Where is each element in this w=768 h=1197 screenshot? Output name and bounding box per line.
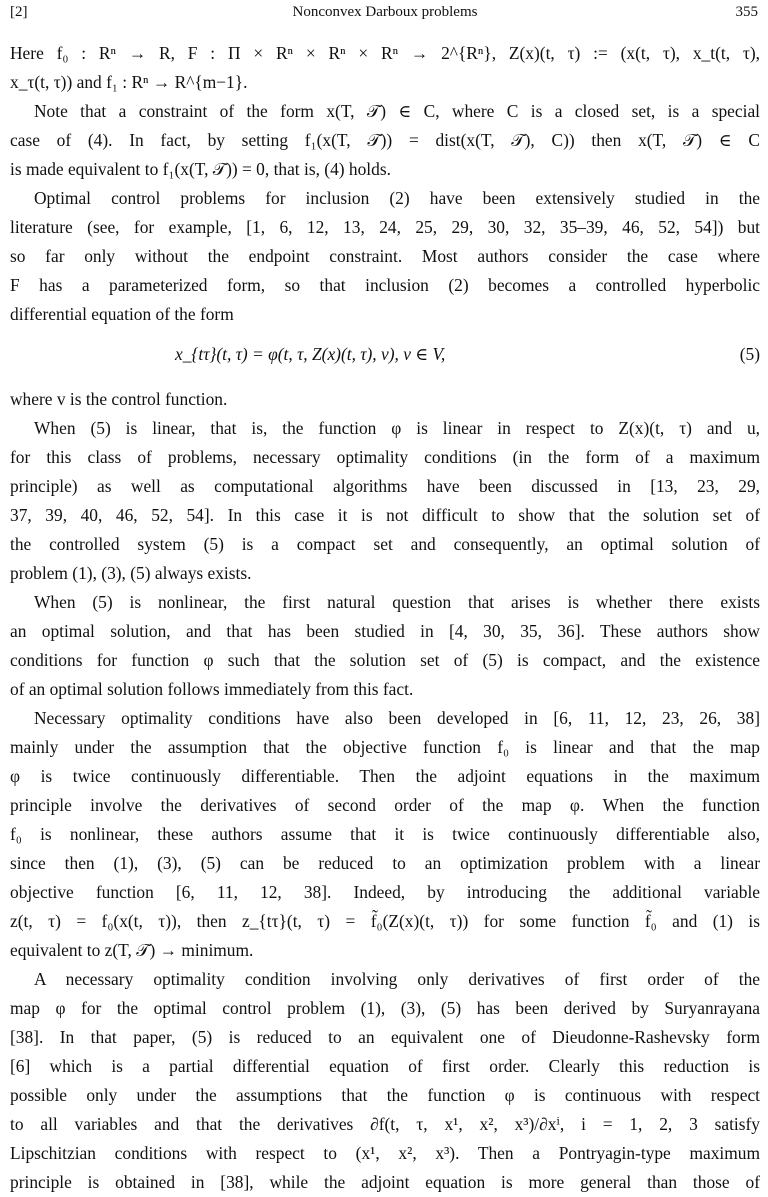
text-line: A necessary optimality condition involving only derivatives of first order of the	[34, 969, 760, 989]
text-line: [6] which is a partial differential equation of first order. Clearly this reduction is	[10, 1056, 760, 1076]
text-line: mainly under the assumption that the objective function f₀ is linear and that the map	[10, 737, 760, 757]
text-line: an optimal solution, and that has been studied in [4, 30, 35, 36]. These authors show	[10, 621, 760, 641]
text-line: conditions for function φ such that the solution set of (5) is compact, and the existence	[10, 650, 760, 670]
text-line: principle is obtained in [38], while the adjoint equation is more general than those of	[10, 1172, 760, 1192]
text-line: since then (1), (3), (5) can be reduced to an optimization problem with a linear	[10, 853, 760, 873]
text-line: [38]. In that paper, (5) is reduced to an equivalent one of Dieudonne-Rashevsky form	[10, 1027, 760, 1047]
equation-number: (5)	[739, 344, 760, 364]
text-line: principle involve the derivatives of second order of the map φ. When the function	[10, 795, 760, 815]
text-line: so far only without the endpoint constraint. Most authors consider the case where	[10, 246, 760, 266]
text-line: map φ for the optimal control problem (1), (3), (5) has been derived by Suryanrayana	[10, 998, 760, 1018]
text-line: possible only under the assumptions that the function φ is continuous with respect	[10, 1085, 760, 1105]
text-line: φ is twice continuously differentiable. Then the adjoint equations in the maximum	[10, 766, 760, 786]
text-line: When (5) is nonlinear, the first natural question that arises is whether there exists	[34, 592, 760, 612]
text-line: where v is the control function.	[10, 389, 228, 409]
text-line: z(t, τ) = f₀(x(t, τ)), then z_{tτ}(t, τ) = f̃₀(Z(x)(t, τ)) for some function f̃₀ and (1) is	[10, 911, 760, 931]
text-line: case of (4). In fact, by setting f₁(x(T, 𝒯)) = dist(x(T, 𝒯), C)) then x(T, 𝒯) ∈ C	[10, 130, 760, 150]
text-line: Note that a constraint of the form x(T, 𝒯) ∈ C, where C is a closed set, is a special	[34, 101, 760, 121]
text-line: f₀ is nonlinear, these authors assume that it is twice continuously differentiable also,	[10, 824, 760, 844]
running-header	[10, 4, 760, 26]
text-line: Lipschitzian conditions with respect to (x¹, x², x³). Then a Pontryagin-type maximum	[10, 1143, 760, 1163]
text-line: differential equation of the form	[10, 304, 234, 324]
equation-body: x_{tτ}(t, τ) = φ(t, τ, Z(x)(t, τ), v), v ∈ V,	[175, 344, 446, 364]
text-line: Necessary optimality conditions have also been developed in [6, 11, 12, 23, 26, 38]	[34, 708, 760, 728]
equation-5	[10, 339, 760, 369]
text-line: Optimal control problems for inclusion (2) have been extensively studied in the	[34, 188, 760, 208]
section-number: [2]	[10, 4, 28, 20]
text-line: x_τ(t, τ)) and f₁ : Rⁿ → R^{m−1}.	[10, 72, 248, 92]
text-line: When (5) is linear, that is, the function φ is linear in respect to Z(x)(t, τ) and u,	[34, 418, 760, 438]
text-line: Here f₀ : Rⁿ → R, F : Π × Rⁿ × Rⁿ × Rⁿ → 2^{Rⁿ}, Z(x)(t, τ) := (x(t, τ), x_t(t, τ),	[10, 43, 760, 63]
text-line: problem (1), (3), (5) always exists.	[10, 563, 252, 583]
text-line: F has a parameterized form, so that inclusion (2) becomes a controlled hyperbolic	[10, 275, 760, 295]
text-line: 37, 39, 40, 46, 52, 54]. In this case it is not difficult to show that the solution set of	[10, 505, 760, 525]
text-line: equivalent to z(T, 𝒯) → minimum.	[10, 940, 254, 960]
text-line: is made equivalent to f₁(x(T, 𝒯)) = 0, that is, (4) holds.	[10, 159, 391, 179]
text-line: for this class of problems, necessary optimality conditions (in the form of a maximum	[10, 447, 760, 467]
page	[10, 0, 762, 1192]
text-line: literature (see, for example, [1, 6, 12, 13, 24, 25, 29, 30, 32, 35–39, 46, 52, 54]) but	[10, 217, 760, 237]
text-line: objective function [6, 11, 12, 38]. Indeed, by introducing the additional variable	[10, 882, 760, 902]
page-number: 355	[735, 4, 758, 20]
text-line: principle) as well as computational algorithms have been discussed in [13, 23, 29,	[10, 476, 760, 496]
text-line: of an optimal solution follows immediately from this fact.	[10, 679, 414, 699]
running-title: Nonconvex Darboux problems	[292, 4, 478, 20]
text-line: the controlled system (5) is a compact set and consequently, an optimal solution of	[10, 534, 760, 554]
text-line: to all variables and that the derivatives ∂f(t, τ, x¹, x², x³)/∂xⁱ, i = 1, 2, 3 satisfy	[10, 1114, 760, 1134]
